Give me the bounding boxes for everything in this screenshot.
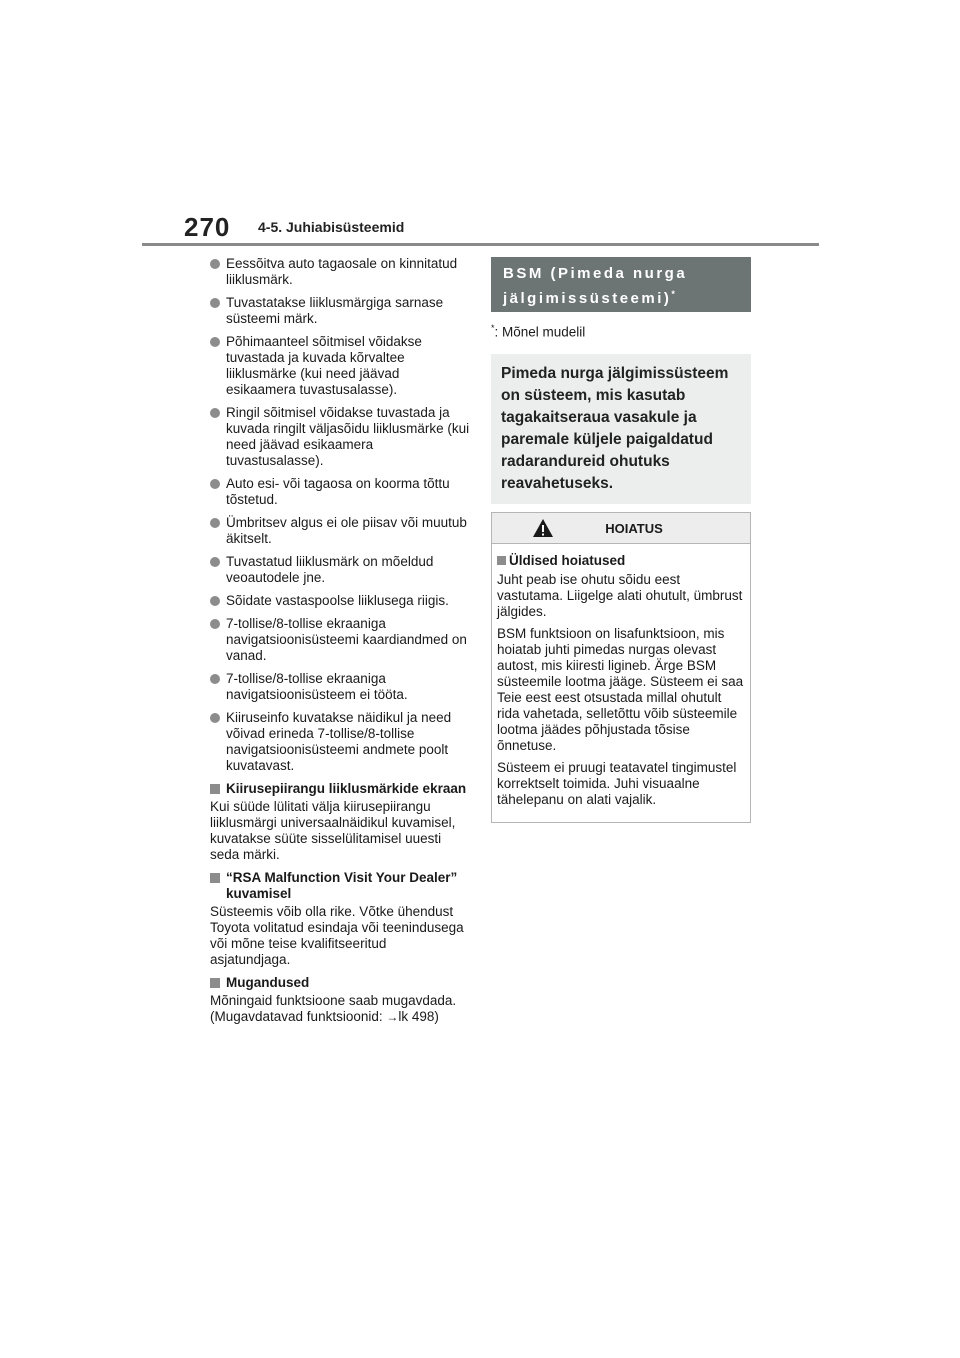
banner-line-2	[503, 284, 739, 309]
banner-asterisk: *	[671, 289, 678, 299]
square-bullet-icon	[210, 873, 220, 883]
banner-line-1: BSM (Pimeda nurga	[503, 265, 688, 282]
left-column	[210, 256, 470, 1032]
bullet-dot-icon	[210, 674, 220, 684]
section-heading	[210, 975, 470, 991]
list-item-text: Ümbritsev algus ei ole piisav või muutub äkitselt.	[226, 515, 467, 546]
section-paragraph: Süsteemis võib olla rike. Võtke ühendust Toyota volitatud esindaja või teenindusega või mõne teise kvalifitseeritud asjatundjaga.	[210, 904, 464, 967]
footnote-asterisk: *	[491, 323, 495, 333]
page-header	[0, 0, 960, 250]
warning-header	[492, 513, 750, 544]
list-item-text: Eessõitva auto tagaosale on kinnitatud liiklusmärk.	[226, 256, 458, 287]
arrow-right-icon: →	[386, 1010, 399, 1024]
section-heading-text: “RSA Malfunction Visit Your Dealer” kuvamisel	[226, 870, 458, 901]
list-item	[210, 554, 470, 586]
list-item-text: Auto esi- või tagaosa on koorma tõttu tõstetud.	[226, 476, 450, 507]
warning-heading-text: Üldised hoiatused	[509, 552, 626, 568]
section-paragraph	[210, 993, 470, 1025]
section-heading-text: Kiirusepiirangu liiklusmärkide ekraan	[226, 781, 467, 796]
bullet-dot-icon	[210, 713, 220, 723]
footnote-text: : Mõnel mudelil	[494, 324, 586, 340]
list-item-text: Tuvastatud liiklusmärk on mõeldud veoautodele jne.	[226, 554, 434, 585]
list-item-text: 7-tollise/8-tollise ekraaniga navigatsioonisüsteem ei tööta.	[226, 671, 408, 702]
warning-body	[492, 544, 750, 822]
square-bullet-icon	[210, 784, 220, 794]
list-item	[210, 671, 470, 703]
warning-heading	[497, 553, 745, 569]
section-paragraph: Kui süüde lülitati välja kiirusepiirangu liiklusmärgi universaalnäidikul kuvamisel, kuvatakse süüte sisselülitamisel uuesti seda märki.	[210, 799, 456, 862]
square-bullet-icon	[497, 556, 506, 565]
footnote	[491, 323, 751, 340]
list-item	[210, 295, 470, 327]
paragraph-text: Mõningaid funktsioone saab mugavdada. (Mugavdatavad funktsioonid:	[210, 993, 457, 1024]
list-item-text: Sõidate vastaspoolse liiklusega riigis.	[226, 593, 449, 608]
list-item	[210, 515, 470, 547]
summary-box: Pimeda nurga jälgimissüsteem on süsteem, mis kasutab tagakaitseraua vasakule ja paremale küljele paigaldatud radarandureid ohutuks reavahetuseks.	[491, 354, 751, 504]
bullet-dot-icon	[210, 619, 220, 629]
warning-box	[491, 512, 751, 823]
list-item-text: Kiiruseinfo kuvatakse näidikul ja need võivad erineda 7-tollise/8-tollise navigatsioonisüsteemi andmete poolt kuvatavast.	[226, 710, 452, 773]
banner-line-2-text: jälgimissüsteemi)	[503, 290, 672, 307]
page-reference-link[interactable]: lk 498)	[398, 1009, 439, 1024]
page-number: 270	[184, 212, 231, 242]
section-heading	[210, 781, 470, 797]
bullet-dot-icon	[210, 596, 220, 606]
warning-paragraph: Süsteem ei pruugi teatavatel tingimustel korrektselt toimida. Juhi visuaalne tähelepanu on alati vajalik.	[497, 759, 737, 807]
bullet-dot-icon	[210, 557, 220, 567]
section-title: 4-5. Juhiabisüsteemid	[258, 219, 405, 235]
square-bullet-icon	[210, 978, 220, 988]
section-banner	[491, 257, 751, 312]
list-item	[210, 476, 470, 508]
bullet-dot-icon	[210, 518, 220, 528]
list-item-text: Põhimaanteel sõitmisel võidakse tuvastada ja kuvada kõrvaltee liiklusmärke (kui need jäävad esikaamera tuvastusalasse).	[226, 334, 422, 397]
list-item-text: 7-tollise/8-tollise ekraaniga navigatsioonisüsteemi kaardiandmed on vanad.	[226, 616, 467, 663]
list-item	[210, 593, 470, 609]
section-heading-text: Mugandused	[226, 975, 310, 990]
warning-title: HOIATUS	[605, 520, 663, 536]
header-divider	[142, 243, 819, 246]
bullet-dot-icon	[210, 408, 220, 418]
list-item-text: Ringil sõitmisel võidakse tuvastada ja kuvada ringilt väljasõidu liiklusmärke (kui need jäävad esikaamera tuvastusalasse).	[226, 405, 470, 468]
list-item	[210, 256, 470, 288]
list-item	[210, 334, 470, 398]
list-item-text: Tuvastatakse liiklusmärgiga sarnase süsteemi märk.	[226, 295, 444, 326]
bullet-dot-icon	[210, 337, 220, 347]
bullet-dot-icon	[210, 259, 220, 269]
list-item	[210, 710, 470, 774]
right-column	[491, 257, 751, 823]
warning-paragraph: BSM funktsioon on lisafunktsioon, mis hoiatab juhti pimedas nurgas olevast autost, mis kiiresti ligineb. Ärge BSM süsteemile lootma jääge. Süsteem ei saa Teie eest eest otsustada millal ohutult rida vahetada, selletõttu võib süsteemile lootma jäädes põhjustada tõsise õnnetuse.	[497, 625, 744, 753]
bullet-dot-icon	[210, 298, 220, 308]
section-heading	[210, 870, 470, 902]
list-item	[210, 405, 470, 469]
bullet-dot-icon	[210, 479, 220, 489]
list-item	[210, 616, 470, 664]
warning-paragraph: Juht peab ise ohutu sõidu eest vastutama. Liigelge alati ohutult, ümbrust jälgides.	[497, 571, 743, 619]
